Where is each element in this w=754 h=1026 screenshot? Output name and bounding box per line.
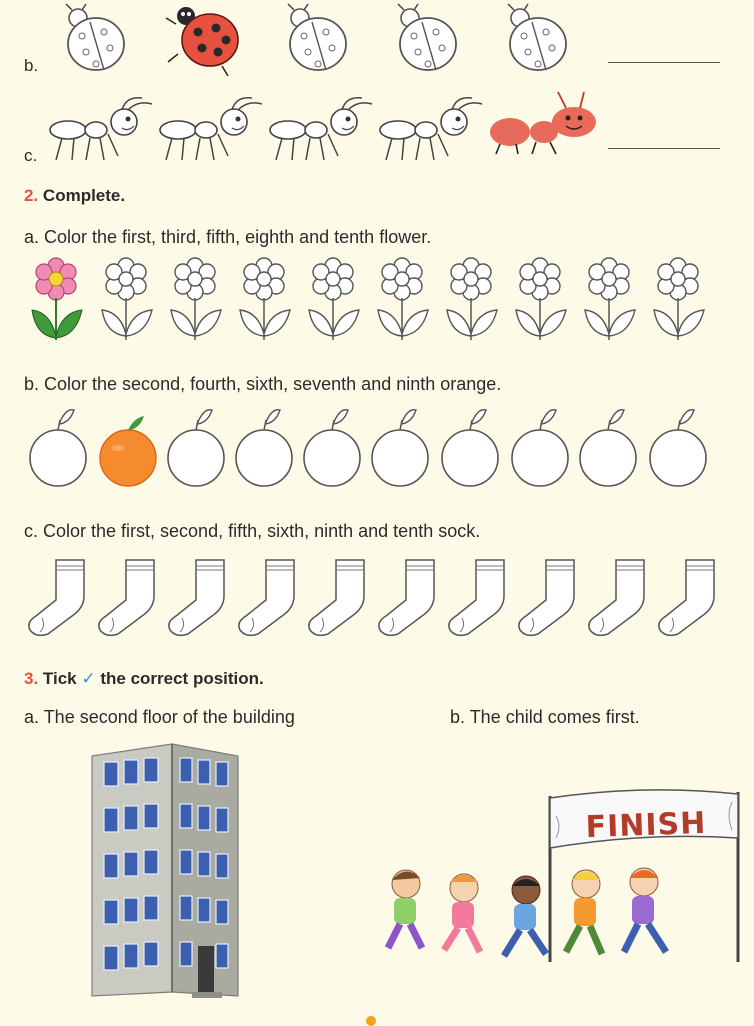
- section-2-title: Complete.: [42, 186, 126, 205]
- flower-row: [26, 252, 726, 344]
- item-b-label: b.: [24, 56, 39, 75]
- runner-4: [566, 870, 602, 954]
- section-3-title-pre: Tick: [42, 669, 77, 688]
- finish-banner-text: FINISH: [585, 805, 707, 846]
- section-3-title-post: the correct position.: [100, 669, 264, 688]
- instruction-2a: a. Color the first, third, fifth, eighth and tenth flower.: [24, 227, 432, 247]
- question-3a: a. The second floor of the building: [24, 707, 295, 727]
- ladybug-icons: [60, 2, 580, 76]
- section-3-heading: [24, 669, 264, 689]
- section-2-heading: [24, 186, 125, 206]
- ant-icons: [48, 88, 608, 168]
- building-illustration: [88, 742, 252, 1004]
- answer-line-b[interactable]: [608, 62, 720, 63]
- sock-icons: [26, 556, 726, 638]
- ladybug-row: [60, 2, 580, 76]
- runner-2: [444, 874, 480, 952]
- sock-row: [26, 556, 726, 638]
- section-3-number: 3.: [24, 669, 39, 688]
- answer-line-c[interactable]: [608, 148, 720, 149]
- runner-5: [624, 868, 666, 952]
- item-c-label: c.: [24, 146, 38, 165]
- question-3b: b. The child comes first.: [450, 707, 640, 727]
- orange-icons: [28, 406, 728, 490]
- runner-1: [388, 870, 422, 948]
- building-icon: [88, 742, 252, 1004]
- tick-icon: ✓: [81, 669, 96, 688]
- runner-3: [504, 876, 546, 956]
- page-dot: [366, 1016, 376, 1026]
- instruction-2b: b. Color the second, fourth, sixth, seventh and ninth orange.: [24, 374, 502, 394]
- ant-row: [48, 88, 608, 168]
- flower-icons: [26, 252, 726, 344]
- instruction-2c: c. Color the first, second, fifth, sixth, ninth and tenth sock.: [24, 521, 481, 541]
- orange-row: [28, 406, 728, 490]
- section-2-number: 2.: [24, 186, 39, 205]
